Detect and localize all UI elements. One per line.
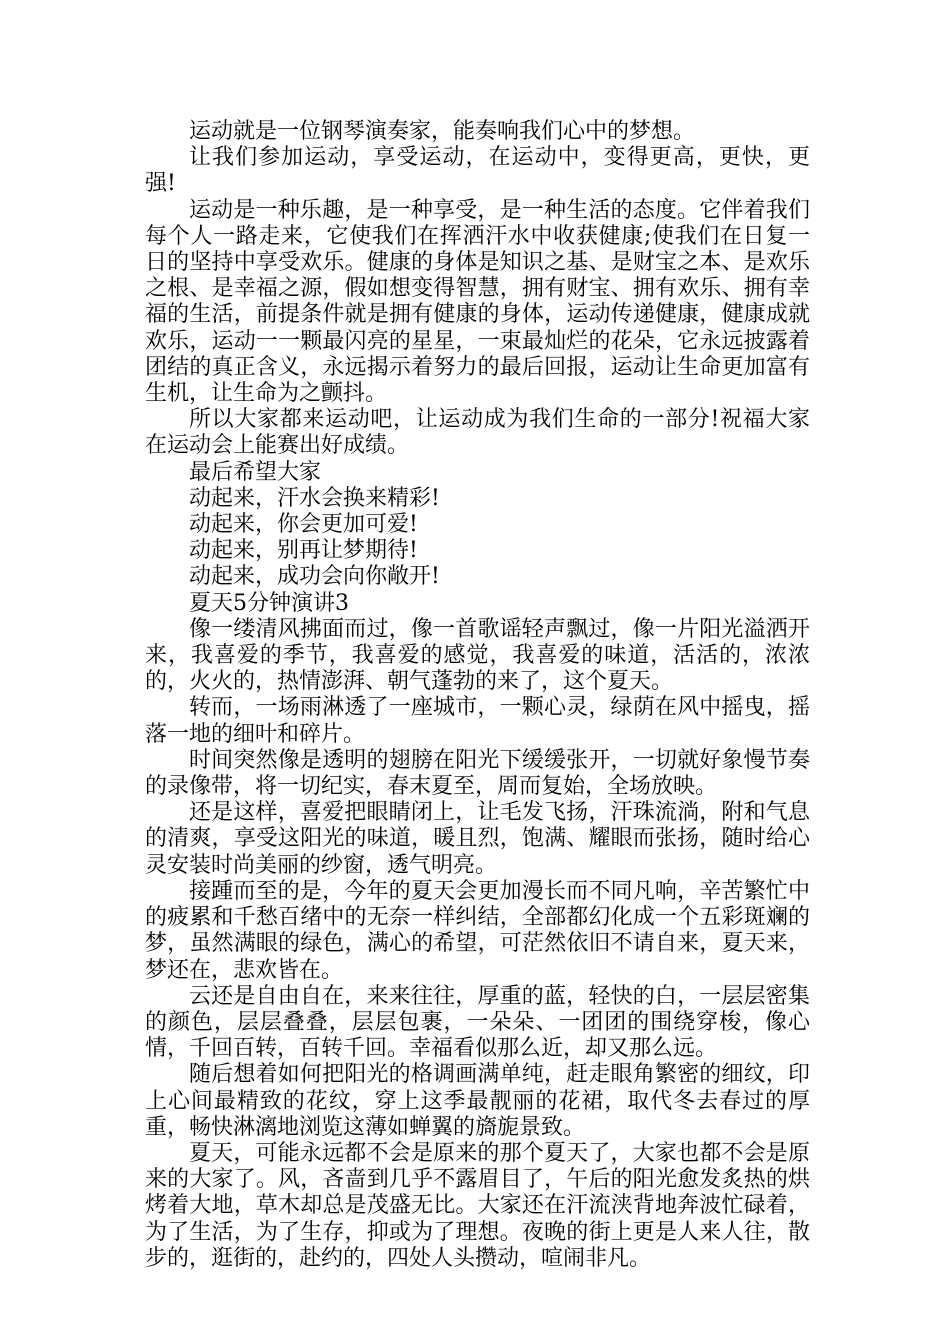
paragraph: 运动就是一位钢琴演奏家，能奏响我们心中的梦想。: [189, 119, 696, 144]
document-body: [145, 119, 810, 1272]
section-heading: 夏天5分钟演讲3: [189, 590, 349, 616]
paragraph: 时间突然像是透明的翅膀在阳光下缓缓张开，一切就好象慢节奏的录像带，将一切纪实，春末夏至，周而复始，全场放映。: [145, 747, 810, 800]
paragraph: 运动是一种乐趣，是一种享受，是一种生活的态度。它伴着我们每个人一路走来，它使我们在挥洒汗水中收获健康;使我们在日复一日的坚持中享受欢乐。健康的身体是知识之基、是财宝之本、是欢乐之根、是幸福之源，假如想变得智慧，拥有财宝、拥有欢乐、拥有幸福的生活，前提条件就是拥有健康的身体，运动传递健康，健康成就欢乐，运动一一颗最闪亮的星星，一束最灿烂的花朵，它永远披露着团结的真正含义，永远揭示着努力的最后回报，运动让生命更加富有生机，让生命为之颤抖。: [145, 197, 810, 407]
paragraph: 云还是自由自在，来来往往，厚重的蓝，轻快的白，一层层密集的颜色，层层叠叠，层层包裹，一朵朵、一团团的围绕穿梭，像心情，千回百转，百转千回。幸福看似那么近，却又那么远。: [145, 983, 810, 1062]
paragraph: 所以大家都来运动吧，让运动成为我们生命的一部分!祝福大家在运动会上能赛出好成绩。: [145, 407, 810, 459]
paragraph: 动起来，汗水会换来精彩!: [189, 485, 440, 511]
paragraph: 让我们参加运动，享受运动，在运动中，变得更高，更快，更强!: [145, 145, 810, 197]
paragraph: 还是这样，喜爱把眼睛闭上，让毛发飞扬，汗珠流淌，附和气息的清爽，享受这阳光的味道，暖且烈，饱满、耀眼而张扬，随时给心灵安装时尚美丽的纱窗，透气明亮。: [145, 800, 810, 878]
paragraph: 接踵而至的是，今年的夏天会更加漫长而不同凡响，辛苦繁忙中的疲累和千愁百绪中的无奈一样纠结，全部都幻化成一个五彩斑斓的梦，虽然满眼的绿色，满心的希望，可茫然依旧不请自来，夏天来，梦还在，悲欢皆在。: [145, 878, 810, 983]
paragraph: 随后想着如何把阳光的格调画满单纯，赶走眼角繁密的细纹，印上心间最精致的花纹，穿上这季最靓丽的花裙，取代冬去春过的厚重，畅快淋漓地浏览这薄如蝉翼的旖旎景致。: [145, 1062, 810, 1140]
paragraph: 动起来，别再让梦期待!: [189, 538, 418, 564]
paragraph: 动起来，你会更加可爱!: [189, 512, 418, 538]
paragraph: 最后希望大家: [189, 459, 322, 485]
paragraph: 转而，一场雨淋透了一座城市，一颗心灵，绿荫在风中摇曳，摇落一地的细叶和碎片。: [145, 695, 810, 747]
paragraph: 动起来，成功会向你敞开!: [189, 564, 440, 590]
paragraph: 夏天，可能永远都不会是原来的那个夏天了，大家也都不会是原来的大家了。风，吝啬到几乎不露眉目了，午后的阳光愈发炙热的烘烤着大地，草木却总是茂盛无比。大家还在汗流浃背地奔波忙碌着，为了生活，为了生存，抑或为了理想。夜晚的街上更是人来人往，散步的，逛街的，赴约的，四处人头攒动，喧闹非凡。: [145, 1140, 810, 1271]
paragraph: 像一缕清风拂面而过，像一首歌谣轻声飘过，像一片阳光溢洒开来，我喜爱的季节，我喜爱的感觉，我喜爱的味道，活活的，浓浓的，火火的，热情澎湃、朝气蓬勃的来了，这个夏天。: [145, 616, 810, 695]
